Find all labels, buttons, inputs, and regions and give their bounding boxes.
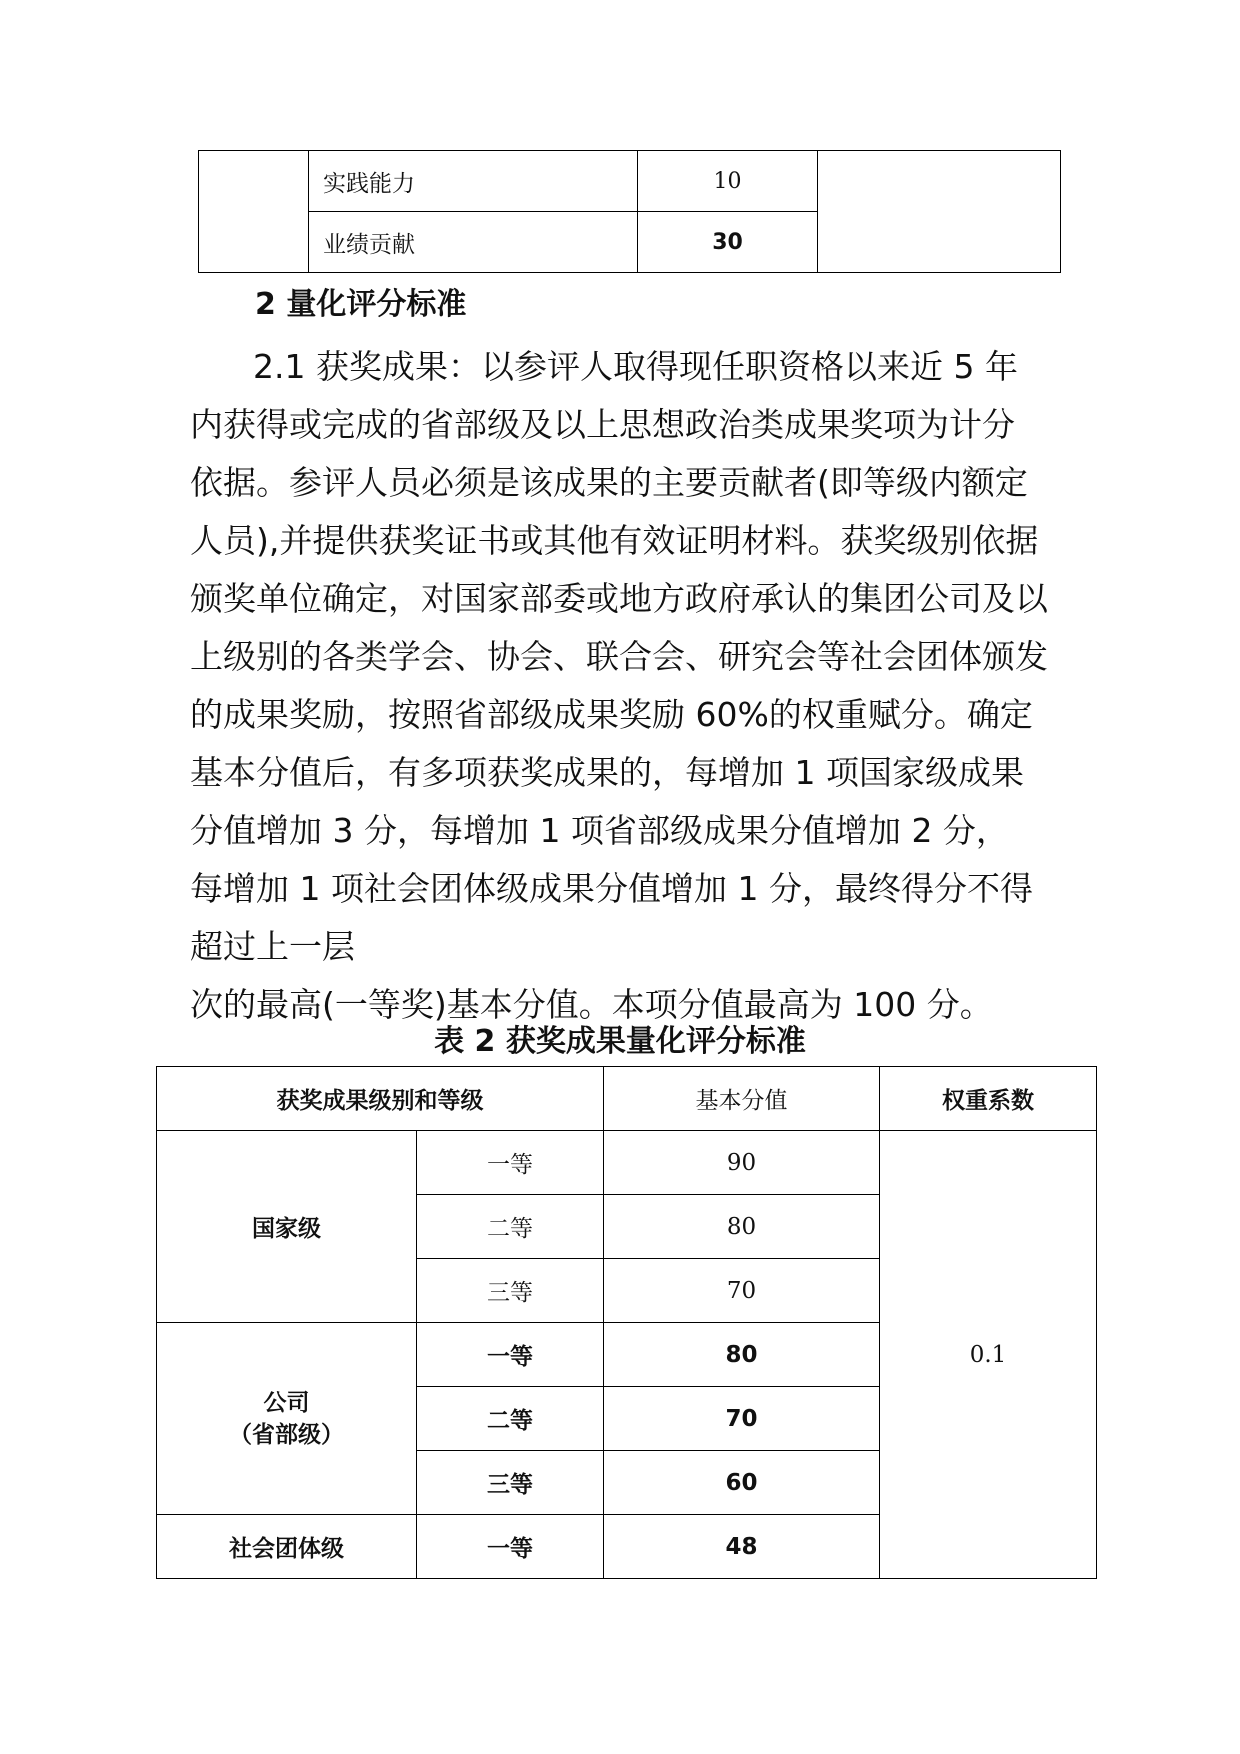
- grade-cell: 三等: [417, 1259, 604, 1323]
- weight-value: 0.1: [880, 1131, 1097, 1579]
- paragraph-line: 基本分值后，有多项获奖成果的，每增加 1 项国家级成果: [190, 753, 1024, 792]
- paragraph-line: 人员),并提供获奖证书或其他有效证明材料。获奖级别依据: [190, 521, 1039, 560]
- table-cell-empty: [199, 151, 309, 273]
- header-level-grade: 获奖成果级别和等级: [157, 1067, 604, 1131]
- paragraph-line: 颁奖单位确定，对国家部委或地方政府承认的集团公司及以: [190, 579, 1048, 618]
- table-cell-value: 10: [638, 151, 818, 212]
- score-cell: 80: [604, 1195, 880, 1259]
- level-social: 社会团体级: [157, 1515, 417, 1579]
- level-company: [157, 1323, 417, 1515]
- score-cell: 48: [604, 1515, 880, 1579]
- table-cell-value: 30: [638, 212, 818, 273]
- level-national: 国家级: [157, 1131, 417, 1323]
- paragraph-line: 上级别的各类学会、协会、联合会、研究会等社会团体颁发: [190, 637, 1048, 676]
- grade-cell: 一等: [417, 1131, 604, 1195]
- score-cell: 60: [604, 1451, 880, 1515]
- table-caption: 表 2 获奖成果量化评分标准: [434, 1024, 806, 1059]
- paragraph-line: 依据。参评人员必须是该成果的主要贡献者(即等级内额定: [190, 463, 1028, 502]
- score-cell: 90: [604, 1131, 880, 1195]
- table-cell-label: 实践能力: [309, 151, 638, 212]
- award-scoring-table: [156, 1066, 1097, 1579]
- header-weight: 权重系数: [880, 1067, 1097, 1131]
- level-company-line2: （省部级）: [229, 1421, 344, 1448]
- paragraph-line: 内获得或完成的省部级及以上思想政治类成果奖项为计分: [190, 405, 1015, 444]
- body-paragraph: [190, 338, 1062, 1034]
- table-cell-empty: [818, 151, 1061, 273]
- grade-cell: 二等: [417, 1387, 604, 1451]
- grade-cell: 二等: [417, 1195, 604, 1259]
- table-header-row: [157, 1067, 1097, 1131]
- paragraph-line: 分值增加 3 分，每增加 1 项省部级成果分值增加 2 分，: [190, 811, 1009, 850]
- level-company-line1: 公司: [263, 1389, 310, 1416]
- table-cell-label: 业绩贡献: [309, 212, 638, 273]
- table-row: [157, 1131, 1097, 1195]
- score-cell: 70: [604, 1259, 880, 1323]
- section-heading: 2 量化评分标准: [255, 287, 467, 322]
- paragraph-line: 超过上一层: [190, 927, 355, 966]
- grade-cell: 一等: [417, 1323, 604, 1387]
- grade-cell: 一等: [417, 1515, 604, 1579]
- paragraph-line: 次的最高(一等奖)基本分值。本项分值最高为 100 分。: [190, 985, 993, 1024]
- table-row: [199, 151, 1061, 212]
- score-cell: 80: [604, 1323, 880, 1387]
- paragraph-line: 的成果奖励，按照省部级成果奖励 60%的权重赋分。确定: [190, 695, 1033, 734]
- paragraph-line: 2.1 获奖成果：以参评人取得现任职资格以来近 5 年: [253, 347, 1018, 386]
- table-1-continuation: [198, 150, 1061, 273]
- header-base-score: 基本分值: [604, 1067, 880, 1131]
- paragraph-line: 每增加 1 项社会团体级成果分值增加 1 分，最终得分不得: [190, 869, 1033, 908]
- score-cell: 70: [604, 1387, 880, 1451]
- grade-cell: 三等: [417, 1451, 604, 1515]
